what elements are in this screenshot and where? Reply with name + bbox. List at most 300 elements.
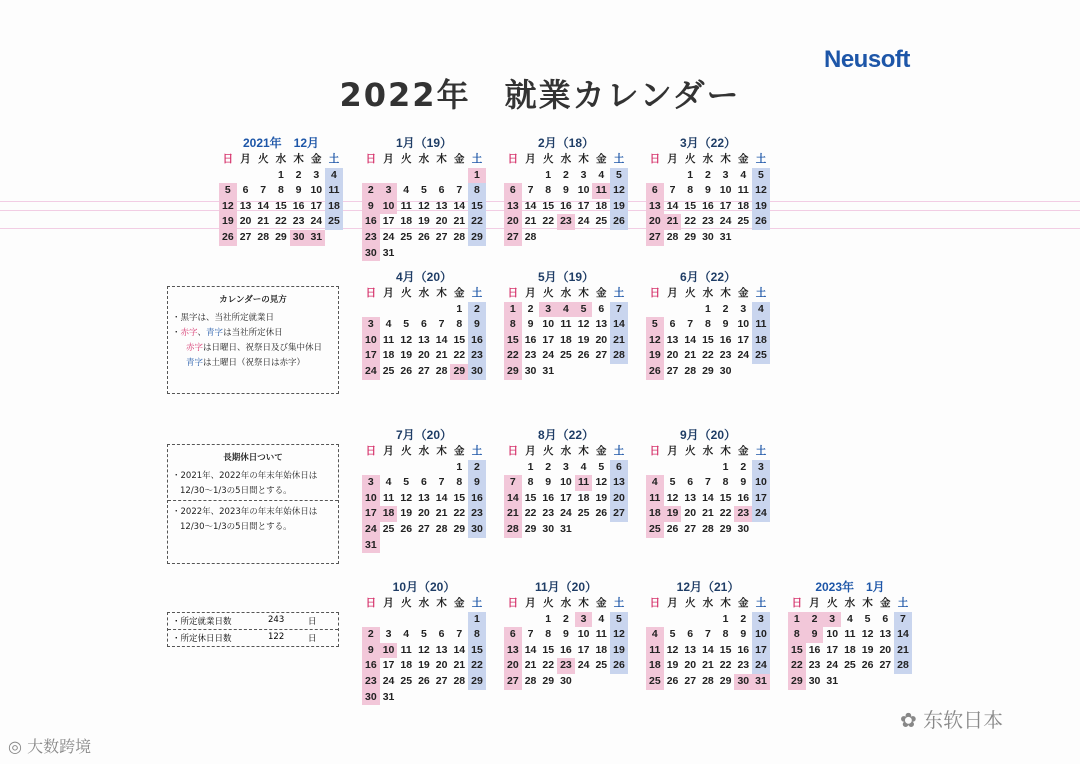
day-cell: 10: [560, 476, 572, 489]
day-cell: 15: [468, 643, 486, 659]
day-cell: 18: [844, 643, 856, 656]
weekday-header: 土: [471, 153, 483, 165]
day-cell: 9: [468, 475, 486, 491]
day-cell: 26: [418, 674, 430, 687]
day-cell: 15: [275, 199, 287, 212]
holiday-box: [167, 444, 339, 564]
day-cell: 15: [453, 491, 466, 504]
day-cell: 18: [560, 333, 572, 346]
legend-red-word-2: 赤字: [186, 343, 204, 353]
weekday-header: 月: [667, 445, 678, 457]
day-cell: 3: [313, 168, 320, 181]
day-cell: 8: [788, 627, 806, 643]
day-cell: 14: [702, 643, 714, 656]
day-cell: 7: [704, 476, 711, 489]
day-cell: 1: [277, 168, 284, 181]
weekday-header: 火: [684, 445, 696, 457]
day-cell: 23: [468, 348, 486, 364]
empty-cell: [237, 168, 255, 184]
day-cell: 29: [468, 674, 486, 690]
month-grid: [362, 152, 486, 261]
day-cell: 17: [560, 491, 572, 504]
day-cell: 15: [542, 643, 555, 656]
day-cell: 24: [752, 506, 770, 522]
month-calendar: [646, 578, 770, 690]
day-cell: 25: [560, 349, 572, 362]
stats-work-unit: 日: [308, 617, 317, 627]
day-cell: 15: [524, 491, 537, 504]
day-cell: 20: [610, 491, 628, 507]
day-cell: 13: [610, 475, 628, 491]
day-cell: 6: [646, 183, 664, 199]
day-cell: 14: [453, 643, 466, 656]
day-cell: 1: [788, 612, 806, 628]
weekday-header: 火: [542, 597, 554, 609]
day-cell: 6: [687, 628, 694, 641]
month-title: 6月（22）: [679, 270, 737, 284]
day-cell: 15: [719, 643, 732, 656]
month-calendar: [362, 134, 486, 261]
day-cell: 9: [362, 643, 380, 659]
day-cell: 3: [362, 317, 380, 333]
holiday-item-1-b: 12/30～1/3の5日間とする。: [180, 486, 292, 496]
day-cell: 5: [219, 183, 237, 199]
month-grid: [362, 444, 486, 553]
day-cell: 16: [542, 491, 555, 504]
empty-cell: [522, 612, 540, 628]
legend-line-3-rest: は日曜日、祝祭日及び集中休日: [203, 343, 323, 353]
day-cell: 14: [894, 627, 912, 643]
stats-work-label: ・所定就業日数: [172, 617, 232, 627]
day-cell: 27: [435, 674, 448, 687]
day-cell: 11: [752, 317, 770, 333]
day-cell: 22: [453, 507, 466, 520]
weekday-header: 土: [755, 287, 767, 299]
day-cell: 23: [292, 215, 305, 228]
day-cell: 18: [752, 333, 770, 349]
day-cell: 15: [504, 333, 522, 349]
month-grid: [788, 596, 912, 690]
day-cell: 17: [737, 333, 750, 346]
day-cell: 9: [740, 628, 747, 641]
day-cell: 30: [468, 364, 486, 380]
day-cell: 18: [382, 349, 395, 362]
day-cell: 29: [450, 364, 468, 380]
day-cell: 10: [542, 318, 555, 331]
day-cell: 5: [403, 318, 410, 331]
day-cell: 25: [382, 364, 395, 377]
empty-cell: [433, 168, 451, 184]
month-grid: [646, 152, 770, 246]
day-cell: 24: [362, 522, 380, 538]
watermark-right-text: 东软日本: [923, 708, 1004, 732]
weekday-header: 土: [613, 597, 625, 609]
day-cell: 28: [702, 522, 714, 535]
day-cell: 11: [560, 318, 572, 331]
day-cell: 16: [719, 333, 732, 346]
day-cell: 10: [362, 491, 380, 507]
day-cell: 8: [704, 318, 711, 331]
month-title: 7月（20）: [395, 428, 453, 442]
day-cell: 1: [456, 460, 463, 473]
day-cell: 20: [646, 214, 664, 230]
day-cell: 12: [219, 199, 237, 215]
day-cell: 1: [722, 612, 729, 625]
day-cell: 9: [527, 318, 534, 331]
day-cell: 5: [610, 168, 628, 184]
day-cell: 6: [420, 318, 427, 331]
day-cell: 21: [702, 659, 714, 672]
day-cell: 6: [882, 612, 889, 625]
day-cell: 22: [788, 658, 806, 674]
day-cell: 12: [418, 199, 430, 212]
day-cell: 31: [826, 674, 839, 687]
day-cell: 26: [666, 522, 679, 535]
day-cell: 7: [438, 476, 445, 489]
weekday-header: 月: [383, 287, 394, 299]
day-cell: 16: [737, 491, 750, 504]
month-title: 1月（19）: [395, 136, 453, 150]
weekday-header: 日: [649, 597, 661, 609]
day-cell: 3: [539, 302, 557, 318]
day-cell: 19: [400, 349, 413, 362]
day-cell: 9: [362, 199, 380, 215]
weekday-header: 火: [257, 153, 269, 165]
day-cell: 24: [752, 658, 770, 674]
weekday-header: 月: [383, 597, 394, 609]
day-cell: 30: [560, 674, 572, 687]
day-cell: 24: [826, 659, 839, 672]
day-cell: 29: [702, 364, 714, 377]
day-cell: 3: [385, 628, 392, 641]
day-cell: 2: [545, 460, 552, 473]
weekday-header: 土: [471, 445, 483, 457]
day-cell: 7: [610, 302, 628, 318]
day-cell: 15: [468, 199, 486, 215]
day-cell: 5: [669, 476, 676, 489]
day-cell: 16: [808, 643, 821, 656]
day-cell: 31: [382, 246, 395, 259]
day-cell: 25: [325, 214, 343, 230]
weekday-header: 水: [702, 597, 714, 609]
weekday-header: 金: [454, 153, 465, 165]
day-cell: 24: [542, 349, 555, 362]
day-cell: 19: [418, 659, 430, 672]
empty-cell: [681, 460, 699, 476]
day-cell: 18: [577, 491, 590, 504]
day-cell: 12: [610, 627, 628, 643]
day-cell: 13: [435, 643, 448, 656]
day-cell: 31: [542, 364, 555, 377]
day-cell: 7: [527, 628, 534, 641]
day-cell: 3: [380, 183, 398, 199]
day-cell: 21: [524, 215, 537, 228]
day-cell: 9: [295, 184, 302, 197]
month-grid: [646, 444, 770, 538]
day-cell: 30: [702, 230, 714, 243]
day-cell: 29: [542, 674, 555, 687]
day-cell: 15: [719, 491, 732, 504]
day-cell: 8: [527, 476, 534, 489]
day-cell: 5: [669, 628, 676, 641]
weekday-header: 金: [454, 445, 465, 457]
day-cell: 25: [400, 230, 413, 243]
day-cell: 18: [380, 506, 398, 522]
day-cell: 29: [453, 522, 466, 535]
day-cell: 11: [575, 475, 593, 491]
day-cell: 11: [646, 491, 664, 507]
month-title: 11月（20）: [534, 580, 598, 594]
weekday-header: 日: [649, 153, 661, 165]
weekday-header: 土: [755, 153, 767, 165]
day-cell: 10: [752, 627, 770, 643]
weekday-header: 金: [454, 287, 465, 299]
day-cell: 27: [504, 674, 522, 690]
day-cell: 31: [752, 674, 770, 690]
day-cell: 12: [666, 643, 679, 656]
empty-cell: [362, 302, 380, 318]
day-cell: 24: [577, 215, 590, 228]
day-cell: 25: [646, 522, 664, 538]
day-cell: 12: [400, 491, 413, 504]
day-cell: 18: [325, 199, 343, 215]
month-grid: [362, 596, 486, 705]
day-cell: 27: [418, 364, 430, 377]
day-cell: 23: [557, 658, 575, 674]
day-cell: 18: [400, 215, 413, 228]
legend-line-3: [172, 341, 334, 353]
empty-cell: [664, 302, 682, 318]
day-cell: 23: [468, 506, 486, 522]
day-cell: 30: [737, 522, 750, 535]
day-cell: 14: [524, 643, 537, 656]
weekday-header: 日: [507, 153, 519, 165]
day-cell: 5: [646, 317, 664, 333]
day-cell: 9: [740, 476, 747, 489]
day-cell: 2: [806, 612, 824, 628]
day-cell: 17: [752, 491, 770, 507]
weekday-header: 木: [578, 153, 589, 165]
weekday-header: 水: [418, 597, 430, 609]
day-cell: 30: [542, 522, 555, 535]
day-cell: 14: [435, 333, 448, 346]
empty-cell: [433, 460, 451, 476]
day-cell: 23: [737, 659, 750, 672]
day-cell: 24: [577, 659, 590, 672]
legend-line-1: ・黒字は、当社所定就業日: [172, 313, 275, 323]
day-cell: 20: [504, 214, 522, 230]
weekday-header: 月: [667, 153, 678, 165]
day-cell: 4: [385, 318, 392, 331]
empty-cell: [380, 612, 398, 628]
weekday-header: 金: [880, 597, 891, 609]
weekday-header: 水: [844, 597, 856, 609]
empty-cell: [522, 168, 540, 184]
day-cell: 19: [610, 643, 628, 659]
day-cell: 8: [545, 628, 552, 641]
wechat-icon: ✿: [900, 708, 917, 732]
weekday-header: 水: [702, 153, 714, 165]
day-cell: 30: [808, 674, 821, 687]
weekday-header: 月: [525, 287, 536, 299]
day-cell: 2: [362, 627, 380, 643]
day-cell: 3: [362, 475, 380, 491]
day-cell: 24: [737, 349, 750, 362]
day-cell: 3: [575, 612, 593, 628]
day-cell: 2: [362, 183, 380, 199]
day-cell: 22: [504, 348, 522, 364]
day-cell: 4: [325, 168, 343, 184]
day-cell: 11: [400, 643, 412, 656]
day-cell: 16: [362, 214, 380, 230]
day-cell: 19: [861, 643, 874, 656]
day-cell: 8: [722, 476, 729, 489]
day-cell: 8: [468, 183, 486, 199]
month-calendar: [362, 578, 486, 705]
day-cell: 17: [382, 659, 395, 672]
day-cell: 23: [719, 349, 732, 362]
empty-cell: [664, 612, 682, 628]
empty-cell: [450, 612, 468, 628]
month-title: 10月（20）: [392, 580, 456, 594]
day-cell: 13: [435, 199, 448, 212]
page-title: 2022年 就業カレンダー: [339, 76, 741, 114]
day-cell: 26: [646, 364, 664, 380]
weekday-header: 金: [738, 445, 749, 457]
day-cell: 8: [545, 184, 552, 197]
month-grid: [504, 286, 628, 380]
weekday-header: 月: [383, 153, 394, 165]
day-cell: 8: [456, 476, 463, 489]
day-cell: 9: [704, 184, 711, 197]
weekday-header: 火: [684, 597, 696, 609]
day-cell: 26: [861, 659, 874, 672]
day-cell: 12: [610, 183, 628, 199]
month-title: 8月（22）: [537, 428, 595, 442]
day-cell: 18: [400, 659, 413, 672]
day-cell: 14: [257, 199, 270, 212]
weekday-header: 木: [436, 153, 447, 165]
day-cell: 1: [704, 302, 711, 315]
weekday-header: 土: [755, 445, 767, 457]
day-cell: 4: [740, 168, 747, 181]
weekday-header: 木: [578, 287, 589, 299]
stats-work-value: 243: [268, 615, 285, 625]
watermark-left-icon: ◎: [8, 737, 22, 756]
weekday-header: 土: [755, 597, 767, 609]
day-cell: 26: [610, 214, 628, 230]
day-cell: 5: [420, 184, 427, 197]
stats-work-row: [168, 613, 338, 629]
day-cell: 1: [456, 302, 463, 315]
day-cell: 6: [420, 476, 427, 489]
weekday-header: 水: [560, 597, 572, 609]
day-cell: 17: [310, 199, 323, 212]
month-calendar: [362, 426, 486, 553]
month-calendar: [788, 578, 912, 690]
empty-cell: [219, 168, 237, 184]
empty-cell: [450, 168, 468, 184]
day-cell: 5: [598, 460, 605, 473]
empty-cell: [433, 612, 451, 628]
stats-box: [167, 612, 339, 647]
day-cell: 12: [595, 476, 608, 489]
day-cell: 17: [752, 643, 770, 659]
legend-blue-word-2: 青字: [186, 358, 204, 368]
day-cell: 22: [719, 659, 732, 672]
empty-cell: [433, 302, 451, 318]
day-cell: 20: [666, 349, 679, 362]
day-cell: 18: [737, 199, 750, 212]
weekday-header: 金: [311, 153, 322, 165]
day-cell: 16: [560, 643, 572, 656]
empty-cell: [646, 168, 664, 184]
day-cell: 4: [403, 628, 410, 641]
day-cell: 1: [722, 460, 729, 473]
day-cell: 27: [595, 349, 608, 362]
weekday-header: 火: [400, 287, 412, 299]
day-cell: 16: [468, 333, 486, 349]
day-cell: 7: [456, 628, 463, 641]
day-cell: 22: [453, 349, 466, 362]
day-cell: 21: [702, 507, 714, 520]
weekday-header: 日: [365, 153, 377, 165]
day-cell: 22: [542, 659, 555, 672]
stats-off-unit: 日: [308, 634, 317, 644]
weekday-header: 木: [436, 597, 447, 609]
month-calendar: [362, 268, 486, 380]
day-cell: 22: [542, 215, 555, 228]
day-cell: 2: [562, 612, 569, 625]
empty-cell: [681, 302, 699, 318]
day-cell: 25: [737, 215, 750, 228]
day-cell: 10: [752, 475, 770, 491]
day-cell: 20: [595, 333, 608, 346]
day-cell: 4: [752, 302, 770, 318]
day-cell: 8: [722, 628, 729, 641]
day-cell: 17: [542, 333, 555, 346]
day-cell: 5: [864, 612, 871, 625]
day-cell: 9: [562, 628, 569, 641]
legend-line-4-rest: は土曜日（祝祭日は赤字）: [203, 358, 306, 368]
day-cell: 23: [557, 214, 575, 230]
day-cell: 14: [610, 317, 628, 333]
weekday-header: 土: [613, 287, 625, 299]
day-cell: 6: [669, 318, 676, 331]
day-cell: 9: [806, 627, 824, 643]
day-cell: 6: [504, 183, 522, 199]
day-cell: 11: [382, 333, 395, 346]
day-cell: 28: [894, 658, 912, 674]
day-cell: 25: [382, 522, 395, 535]
day-cell: 20: [684, 507, 697, 520]
day-cell: 23: [734, 506, 752, 522]
day-cell: 20: [418, 349, 430, 362]
day-cell: 13: [504, 643, 522, 659]
day-cell: 26: [219, 230, 237, 246]
day-cell: 19: [664, 506, 682, 522]
day-cell: 21: [894, 643, 912, 659]
day-cell: 21: [664, 214, 682, 230]
day-cell: 5: [610, 612, 628, 628]
day-cell: 7: [504, 475, 522, 491]
day-cell: 4: [403, 184, 410, 197]
day-cell: 7: [894, 612, 912, 628]
day-cell: 19: [595, 491, 608, 504]
day-cell: 30: [524, 364, 537, 377]
day-cell: 10: [362, 333, 380, 349]
day-cell: 10: [826, 628, 839, 641]
